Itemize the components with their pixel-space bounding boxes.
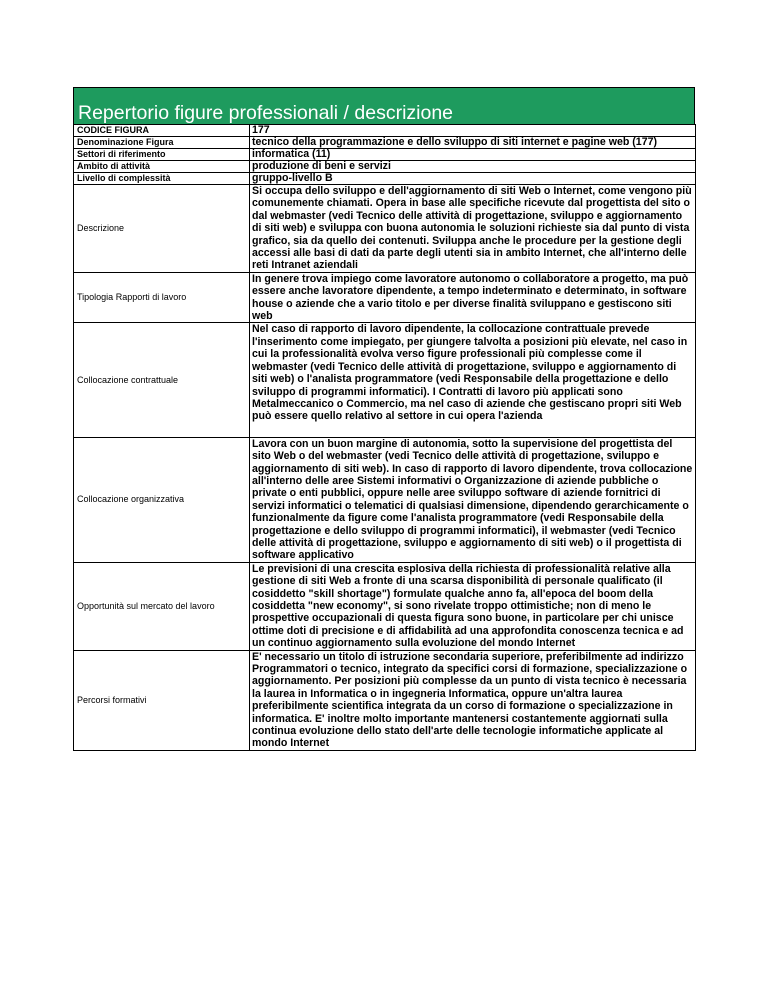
row-value: produzione di beni e servizi [250,161,696,173]
row-label: CODICE FIGURA [74,125,250,137]
row-label: Percorsi formativi [74,650,250,750]
row-value: 177 [250,125,696,137]
table-row-opportunita [74,562,696,650]
table-row-descrizione [74,185,696,273]
row-label: Collocazione organizzativa [74,437,250,562]
row-value: In genere trova impiego come lavoratore autonomo o collaboratore a progetto, ma può essere anche lavoratore dipendente, a tempo indeterminato e determinato, in software house o aziende che a vario titolo e per diverse finalità sviluppano e gestiscono siti web [250,272,696,323]
table-row-tipologia [74,272,696,323]
row-label: Tipologia Rapporti di lavoro [74,272,250,323]
row-value: E' necessario un titolo di istruzione secondaria superiore, preferibilmente ad indirizzo Programmatori o tecnico, integrato da specifici corsi di formazione, specializzazione o aggiornamento. Per posizioni più complesse da un punto di vista tecnico è necessaria la laurea in Informatica o in ingegneria Informatica, oppure un'altra laurea preferibilmente scientifica integrata da un corso di formazione o specializzazione in informatica. E' inoltre molto importante mantenersi costantemente aggiornati sulla continua evoluzione dello stato dell'arte delle tecnologie informatiche applicate al mondo Internet [250,650,696,750]
row-value: gruppo-livello B [250,173,696,185]
profile-sheet [73,87,695,751]
row-value: tecnico della programmazione e dello sviluppo di siti internet e pagine web (177) [250,137,696,149]
table-row-collocazione-contrattuale [74,323,696,437]
table-row-codice [74,125,696,137]
table-row-percorsi [74,650,696,750]
sheet-title: Repertorio figure professionali / descrizione [78,102,454,124]
row-label: Collocazione contrattuale [74,323,250,437]
row-value: Nel caso di rapporto di lavoro dipendente, la collocazione contrattuale prevede l'inserimento come impiegato, per giungere talvolta a posizioni più elevate, nel caso in cui la professionalità evolva verso figure professionali più complesse come il webmaster (vedi Tecnico delle attività di progettazione, sviluppo e aggiornamento di siti web) o l'analista programmatore (vedi Responsabile della progettazione e dello sviluppo di programmi informatici). I Contratti di lavoro più applicati sono Metalmeccanico o Commercio, ma nel caso di aziende che gestiscano propri siti Web può essere quello relativo al settore in cui opera l'azienda [250,323,696,437]
row-value: Lavora con un buon margine di autonomia, sotto la supervisione del progettista del sito Web o del webmaster (vedi Tecnico delle attività di progettazione, sviluppo e aggiornamento di siti web). In caso di rapporto di lavoro dipendente, trova collocazione all'interno delle aree Sistemi informativi o Organizzazione di aziende pubbliche o private o enti pubblici, oppure nelle aree sviluppo software di aziende fornitrici di servizi informatici o telematici di qualsiasi dimensione, dipendendo gerarchicamente o funzionalmente da figure come l'analista programmatore (vedi Responsabile della progettazione e dello sviluppo di programmi informatici), il webmaster (vedi Tecnico delle attività di progettazione, sviluppo e aggiornamento di siti web) o il progettista di software applicativo [250,437,696,562]
row-label: Livello di complessità [74,173,250,185]
row-label: Denominazione Figura [74,137,250,149]
sheet-header [73,87,695,124]
table-row-ambito [74,161,696,173]
row-label: Settori di riferimento [74,149,250,161]
row-value: Si occupa dello sviluppo e dell'aggiornamento di siti Web o Internet, come vengono più comunemente chiamati. Opera in base alle specifiche ricevute dal progettista del sito o dal webmaster (vedi Tecnico delle attività di progettazione, sviluppo e aggiornamento di siti web) e sviluppa con buona autonomia le soluzioni richieste sia dal punto di vista grafico, sia da quello dei contenuti. Sviluppa anche le procedure per la gestione degli accessi alle basi di dati da parte degli utenti sia in ambito Internet, che all'interno delle reti Intranet aziendali [250,185,696,273]
table-row-denominazione [74,137,696,149]
row-label: Ambito di attività [74,161,250,173]
table-row-collocazione-organizzativa [74,437,696,562]
row-value: Le previsioni di una crescita esplosiva della richiesta di professionalità relative alla gestione di siti Web a fronte di una scarsa disponibilità di personale qualificato (il cosiddetto "skill shortage") formulate qualche anno fa, all'epoca del boom della cosiddetta "new economy", si sono rivelate troppo ottimistiche; non di meno le prospettive occupazionali di questa figura sono buone, in particolare per chi unisce ottime doti di precisione e di affidabilità ad una approfondita conoscenza tecnica e ad un continuo aggiornamento sulla evoluzione del mondo Internet [250,562,696,650]
table-row-settori [74,149,696,161]
row-value: informatica (11) [250,149,696,161]
row-label: Descrizione [74,185,250,273]
profile-table [73,124,696,751]
row-label: Opportunità sul mercato del lavoro [74,562,250,650]
table-row-livello [74,173,696,185]
